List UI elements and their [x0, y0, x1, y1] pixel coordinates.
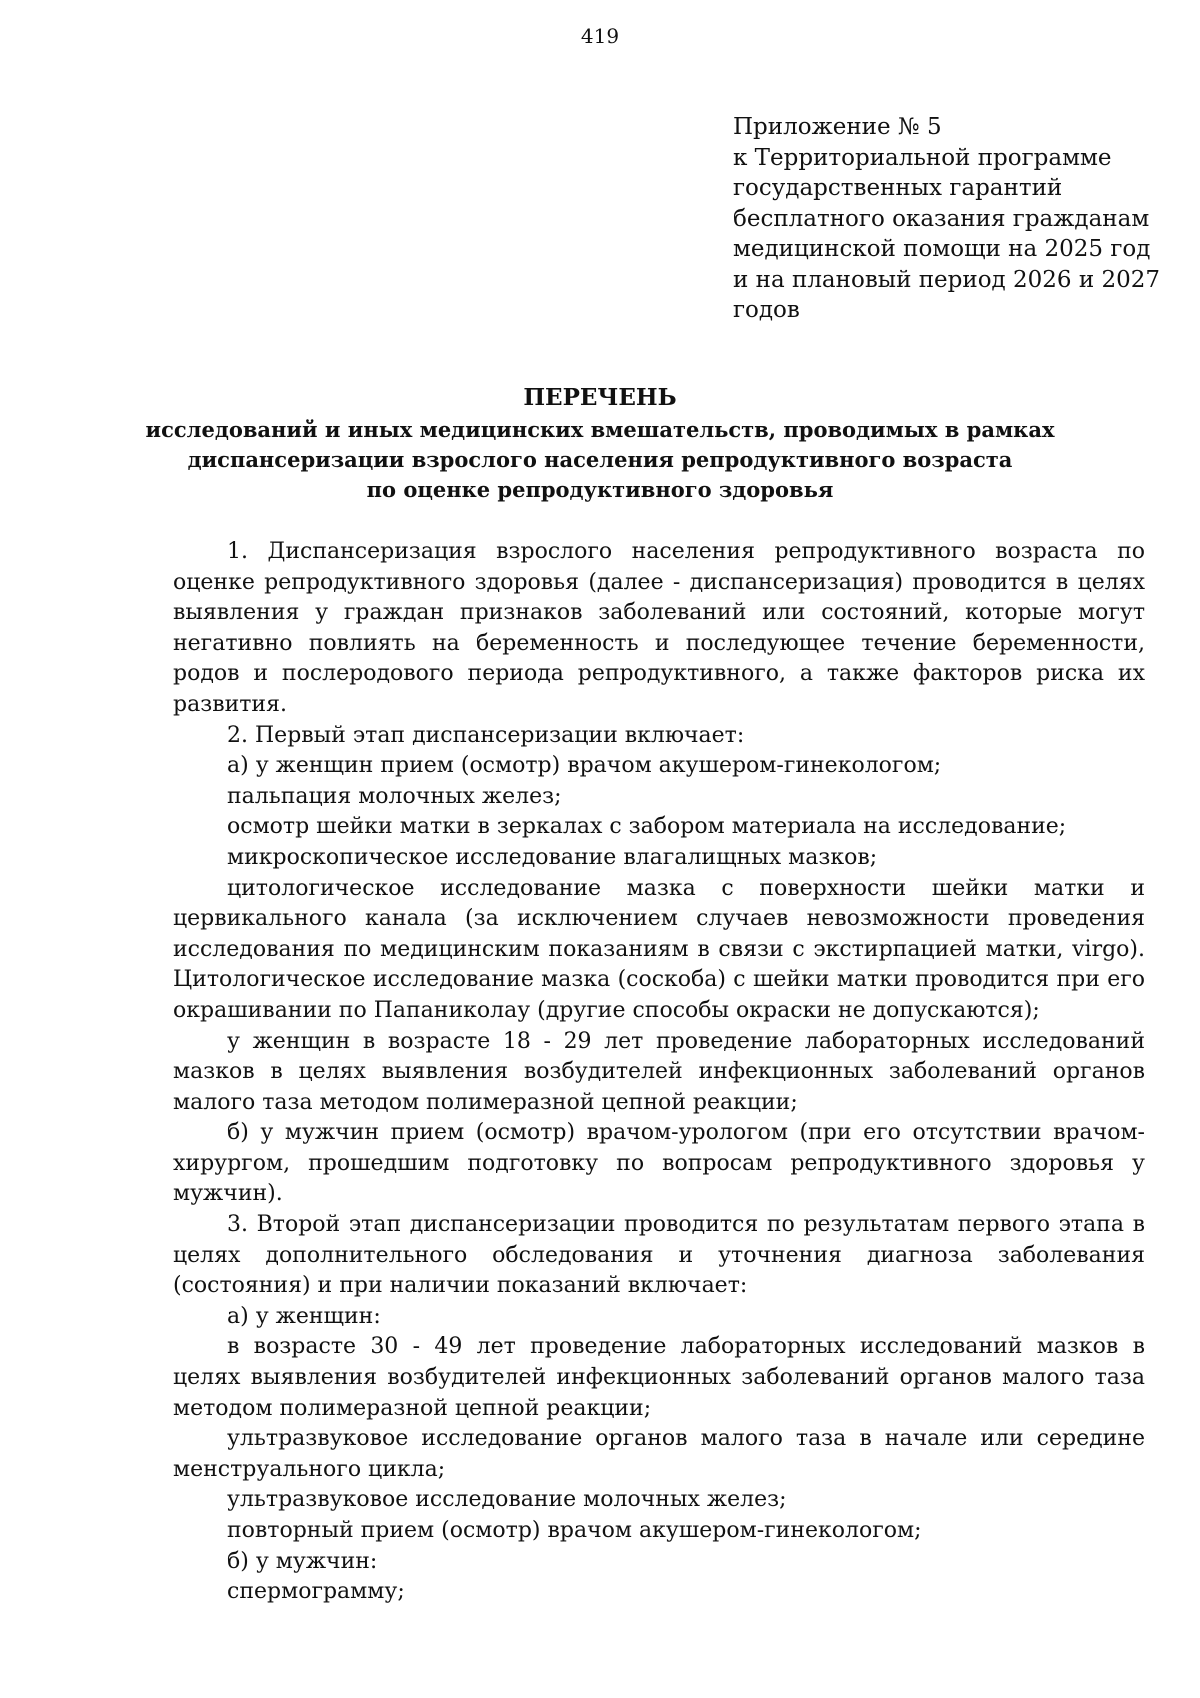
- document-subtitle-line: по оценке репродуктивного здоровья: [366, 477, 834, 502]
- paragraph: 3. Второй этап диспансеризации проводится по результатам первого этапа в целях дополнительного обследования и уточнения диагноза заболевания (состояния) и при наличии показаний включает:: [173, 1212, 1145, 1299]
- document-subtitle-line: диспансеризации взрослого населения репродуктивного возраста: [187, 447, 1013, 472]
- paragraph: спермограмму;: [227, 1579, 405, 1605]
- paragraph: у женщин в возрасте 18 - 29 лет проведение лабораторных исследований мазков в целях выявления возбудителей инфекционных заболеваний органов малого таза методом полимеразной цепной реакции;: [173, 1028, 1145, 1115]
- appendix-line: годов: [733, 297, 800, 323]
- appendix-line: Приложение № 5: [733, 114, 942, 140]
- paragraph: цитологическое исследование мазка с поверхности шейки матки и цервикального канала (за исключением случаев невозможности проведения исследования по медицинским показаниям в связи с экстирпацией матки, virgo). Цитологическое исследование мазка (соскоба) с шейки матки проводится при его окрашивании по Папаниколау (другие способы окраски не допускаются);: [173, 875, 1145, 1023]
- paragraph: микроскопическое исследование влагалищных мазков;: [227, 844, 878, 870]
- appendix-line: государственных гарантий: [733, 175, 1063, 201]
- document-title: ПЕРЕЧЕНЬ: [523, 384, 677, 411]
- paragraph: 1. Диспансеризация взрослого населения репродуктивного возраста по оценке репродуктивного здоровья (далее - диспансеризация) проводится в целях выявления у граждан признаков заболеваний или состояний, которые могут негативно повлиять на беременность и последующее течение беременности, родов и послеродового периода репродуктивного, а также факторов риска их развития.: [173, 539, 1145, 717]
- paragraph: б) у мужчин прием (осмотр) врачом-урологом (при его отсутствии врачом-хирургом, прошедшим подготовку по вопросам репродуктивного здоровья у мужчин).: [173, 1120, 1145, 1207]
- appendix-line: медицинской помощи на 2025 год: [733, 236, 1151, 262]
- paragraph: а) у женщин прием (осмотр) врачом акушером-гинекологом;: [227, 753, 942, 779]
- document-subtitle-line: исследований и иных медицинских вмешательств, проводимых в рамках: [145, 417, 1055, 442]
- paragraph: б) у мужчин:: [227, 1548, 378, 1574]
- paragraph: повторный прием (осмотр) врачом акушером-гинекологом;: [227, 1518, 922, 1543]
- paragraph: а) у женщин:: [227, 1303, 381, 1329]
- paragraph: осмотр шейки матки в зеркалах с забором материала на исследование;: [227, 814, 1067, 840]
- paragraph: пальпация молочных желез;: [227, 783, 562, 809]
- appendix-line: бесплатного оказания гражданам: [733, 205, 1150, 232]
- paragraph: 2. Первый этап диспансеризации включает:: [227, 722, 745, 748]
- paragraph: ультразвуковое исследование молочных желез;: [227, 1487, 787, 1513]
- document-body: [173, 537, 1145, 1608]
- document-heading: [0, 383, 1200, 505]
- appendix-line: и на плановый период 2026 и 2027: [733, 266, 1161, 293]
- page-number: 419: [580, 24, 620, 48]
- appendix-line: к Территориальной программе: [733, 144, 1112, 171]
- paragraph: в возрасте 30 - 49 лет проведение лабораторных исследований мазков в целях выявления возбудителей инфекционных заболеваний органов малого таза методом полимеразной цепной реакции;: [173, 1334, 1145, 1421]
- appendix-note: [733, 112, 1173, 326]
- paragraph: ультразвуковое исследование органов малого таза в начале или середине менструального цикла;: [173, 1426, 1145, 1482]
